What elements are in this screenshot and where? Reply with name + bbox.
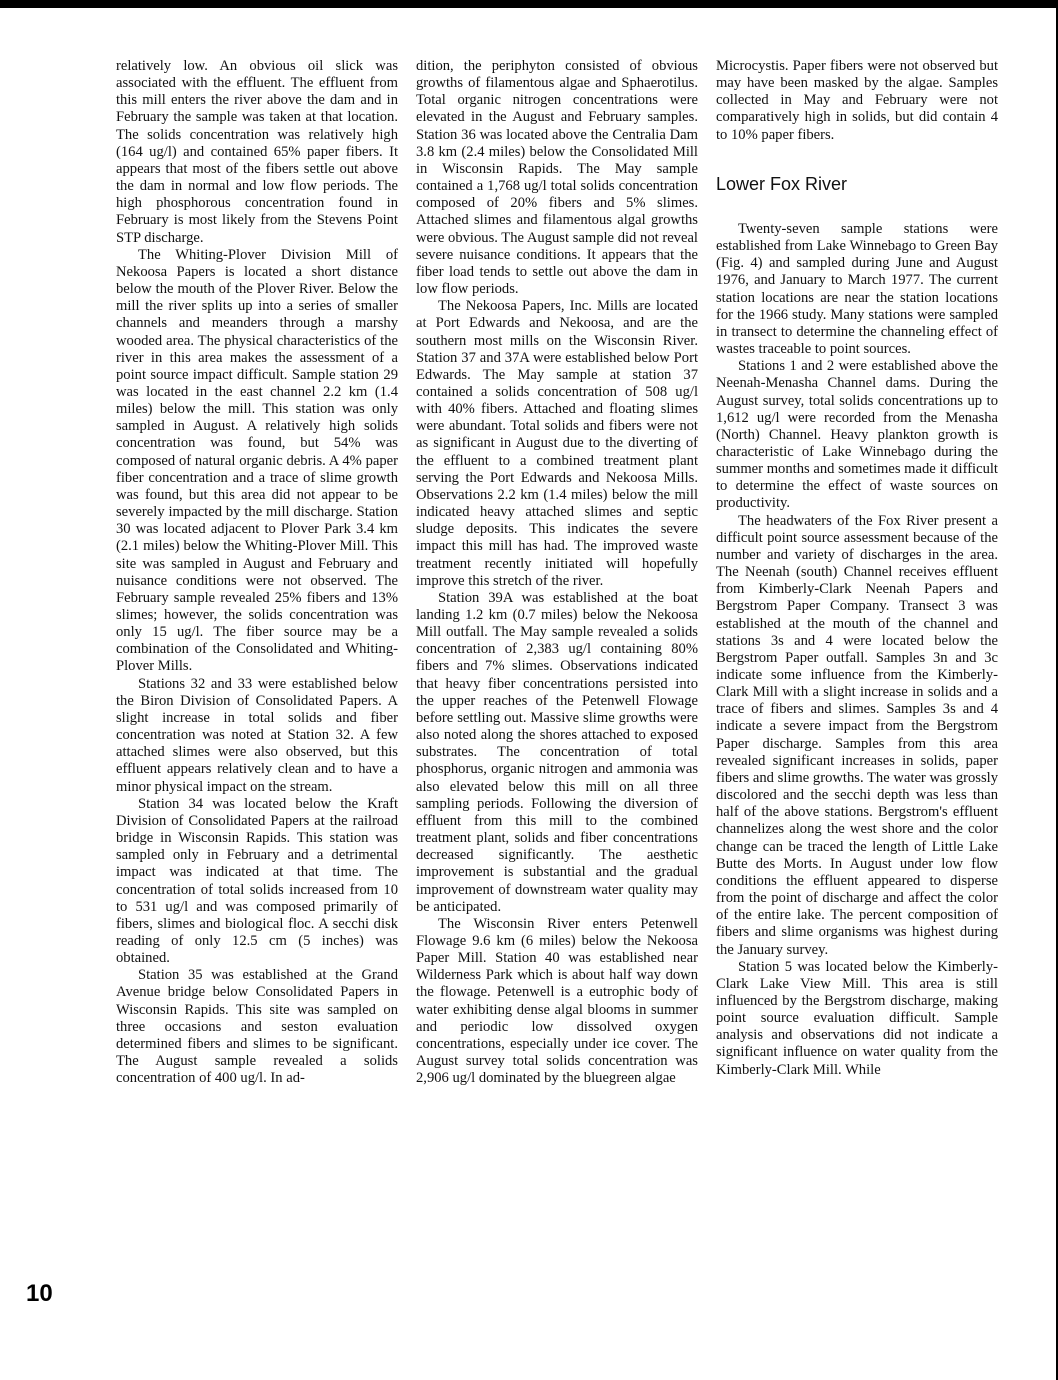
text-column-1 [116,58,398,1087]
paragraph: relatively low. An obvious oil slick was associated with the effluent. The effluent from this mill enters the river above the dam and in February the sample was taken at that location. The solids concentration was relatively high (164 ug/l) and contained 65% paper fibers. It appears that most of the fibers settle out above the dam in normal and low flow periods. The high phosphorous concentration found in February is most likely from the Stevens Point STP discharge. [116,58,398,246]
paragraph: Station 5 was located below the Kimberly-Clark Lake View Mill. This area is still influenced by the Bergstrom discharge, making point source evaluation difficult. Sample analysis and observations did not indicate a significant influence on water quality from the Kimberly-Clark Mill. While [716,958,998,1078]
paragraph: Stations 32 and 33 were established below the Biron Division of Consolidated Papers. A slight increase in total solids and fiber concentration was noted at Station 32. A few attached slimes were also observed, but this effluent appears relatively clean and to have a minor physical impact on the stream. [116,675,398,795]
text-column-3 [716,58,998,1079]
paragraph: The headwaters of the Fox River present a difficult point source assessment because of the number and variety of discharges in the area. The Neenah (south) Channel receives effluent from Kimberly-Clark Neenah Papers and Bergstrom Paper Company. Transect 3 was established at the mouth of the channel and stations 3s and 4 were located below the Bergstrom Paper outfall. Samples 3n and 3c indicate some influence from the Kimberly-Clark Mill with a slight increase in solids and a trace of fibers and slimes. Samples 3s and 4 indicate a severe impact from the Bergstrom Paper discharge. Samples from this area revealed significant increases in solids, paper fibers and slime growths. The water was grossly discolored and the secchi depth was less than half of the above stations. Bergstrom's effluent channelizes along the west shore and the color change can be traced the length of Little Lake Butte des Morts. In August under low flow conditions the effluent appeared to disperse from the point of discharge and affect the color of the entire lake. The percent composition of fibers and slime organisms was highest during the January survey. [716,512,998,958]
paragraph: Station 39A was established at the boat landing 1.2 km (0.7 miles) below the Nekoosa Mill outfall. The May sample revealed a solids concentration of 2,383 ug/l containing 80% fibers and 7% slimes. Observations indicated that heavy fiber concentrations persisted into the upper reaches of the Petenwell Flowage before settling out. Massive slime growths were also noted along the shores attached to exposed substrates. The concentration of total phosphorus, organic nitrogen and ammonia was also elevated below this mill on all three sampling periods. Following the diversion of effluent from this mill to the combined treatment plant, solids and fiber concentrations decreased significantly. The aesthetic improvement is substantial and the gradual improvement of downstream water quality may be anticipated. [416,589,698,915]
paragraph: The Wisconsin River enters Petenwell Flowage 9.6 km (6 miles) below the Nekoosa Paper Mill. Station 40 was established near Wilderness Park which is about half way down the flowage. Petenwell is a eutrophic body of water exhibiting dense algal blooms in summer and periodic low dissolved oxygen concentrations, especially under ice cover. The August survey total solids concentration was 2,906 ug/l dominated by the bluegreen algae [416,915,698,1087]
paragraph: dition, the periphyton consisted of obvious growths of filamentous algae and Sphaerotilus. Total organic nitrogen concentrations were elevated in the August and February samples. Station 36 was located above the Centralia Dam 3.8 km (2.4 miles) below the Consolidated Mill in Wisconsin Rapids. The May sample contained a 1,768 ug/l total solids concentration composed of 20% fibers and 5% slimes. Attached slimes and filamentous algal growths were obvious. The August sample did not reveal severe nuisance conditions. It appears that the fiber load tends to settle out above the dam in low flow periods. [416,58,698,298]
top-border [0,0,1058,8]
paragraph: The Nekoosa Papers, Inc. Mills are located at Port Edwards and Nekoosa, and are the southern most mills on the Wisconsin River. Station 37 and 37A were established below Port Edwards. The May sample at station 37 contained a solids concentration of 508 ug/l with 40% fibers. Attached and floating slimes were abundant. Total solids and fibers were not as significant in August due to the diverting of the effluent to a combined treatment plant serving the Port Edwards and Nekoosa Mills. Observations 2.2 km (1.4 miles) below the mill indicated heavy attached slimes and septic sludge deposits. This indicates the severe impact this mill has had. The improved waste treatment recently initiated will hopefully improve this stretch of the river. [416,298,698,589]
text-column-2 [416,58,698,1087]
page-number: 10 [26,1280,53,1307]
paragraph: Station 34 was located below the Kraft Division of Consolidated Papers at the railroad bridge in Wisconsin Rapids. This station was sampled only in February and a detrimental impact was indicated at that time. The concentration of total solids increased from 10 to 531 ug/l and was composed primarily of fibers, slimes and biological floc. A secchi disk reading of only 12.5 cm (5 inches) was obtained. [116,795,398,967]
paragraph: Twenty-seven sample stations were established from Lake Winnebago to Green Bay (Fig. 4) and sampled during June and August 1976, and January to March 1977. The current station locations are near the station locations for the 1966 study. Many stations were sampled in transect to determine the channeling effect of wastes traceable to point sources. [716,220,998,358]
paragraph: Station 35 was established at the Grand Avenue bridge below Consolidated Papers in Wisconsin Rapids. This site was sampled on three occasions and seston evaluation determined fibers and slimes to be significant. The August sample revealed a solids concentration of 400 ug/l. In ad- [116,967,398,1087]
paragraph: The Whiting-Plover Division Mill of Nekoosa Papers is located a short distance below the mouth of the Plover River. Below the mill the river splits up into a series of smaller channels and meanders through a marshy wooded area. The physical characteristics of the river in this area makes the assessment of a point source impact difficult. Sample station 29 was located in the east channel 2.2 km (1.4 miles) below the mill. This station was only sampled in August. A relatively high solids concentration was found, but 54% was composed of natural organic debris. A 4% paper fiber concentration and a trace of slime growth was found, but this area did not appear to be severely impacted by the mill discharge. Station 30 was located adjacent to Plover Park 3.4 km (2.1 miles) below the Whiting-Plover Mill. This site was sampled in August and February and nuisance conditions were not observed. The February sample revealed 25% fibers and 13% slimes; however, the solids concentration was only 15 ug/l. The fiber source may be a combination of the Consolidated and Whiting-Plover Mills. [116,246,398,675]
paragraph: Microcystis. Paper fibers were not observed but may have been masked by the algae. Samples collected in May and February were not comparatively high in solids, but did contain 4 to 10% paper fibers. [716,58,998,143]
section-heading: Lower Fox River [716,173,848,194]
paragraph: Stations 1 and 2 were established above the Neenah-Menasha Channel dams. During the August survey, total solids concentrations up to 1,612 ug/l were recorded from the Menasha (North) Channel. Heavy plankton growth is characteristic of Lake Winnebago during the summer months and sometimes made it difficult to determine the effect of waste sources on productivity. [716,358,998,512]
